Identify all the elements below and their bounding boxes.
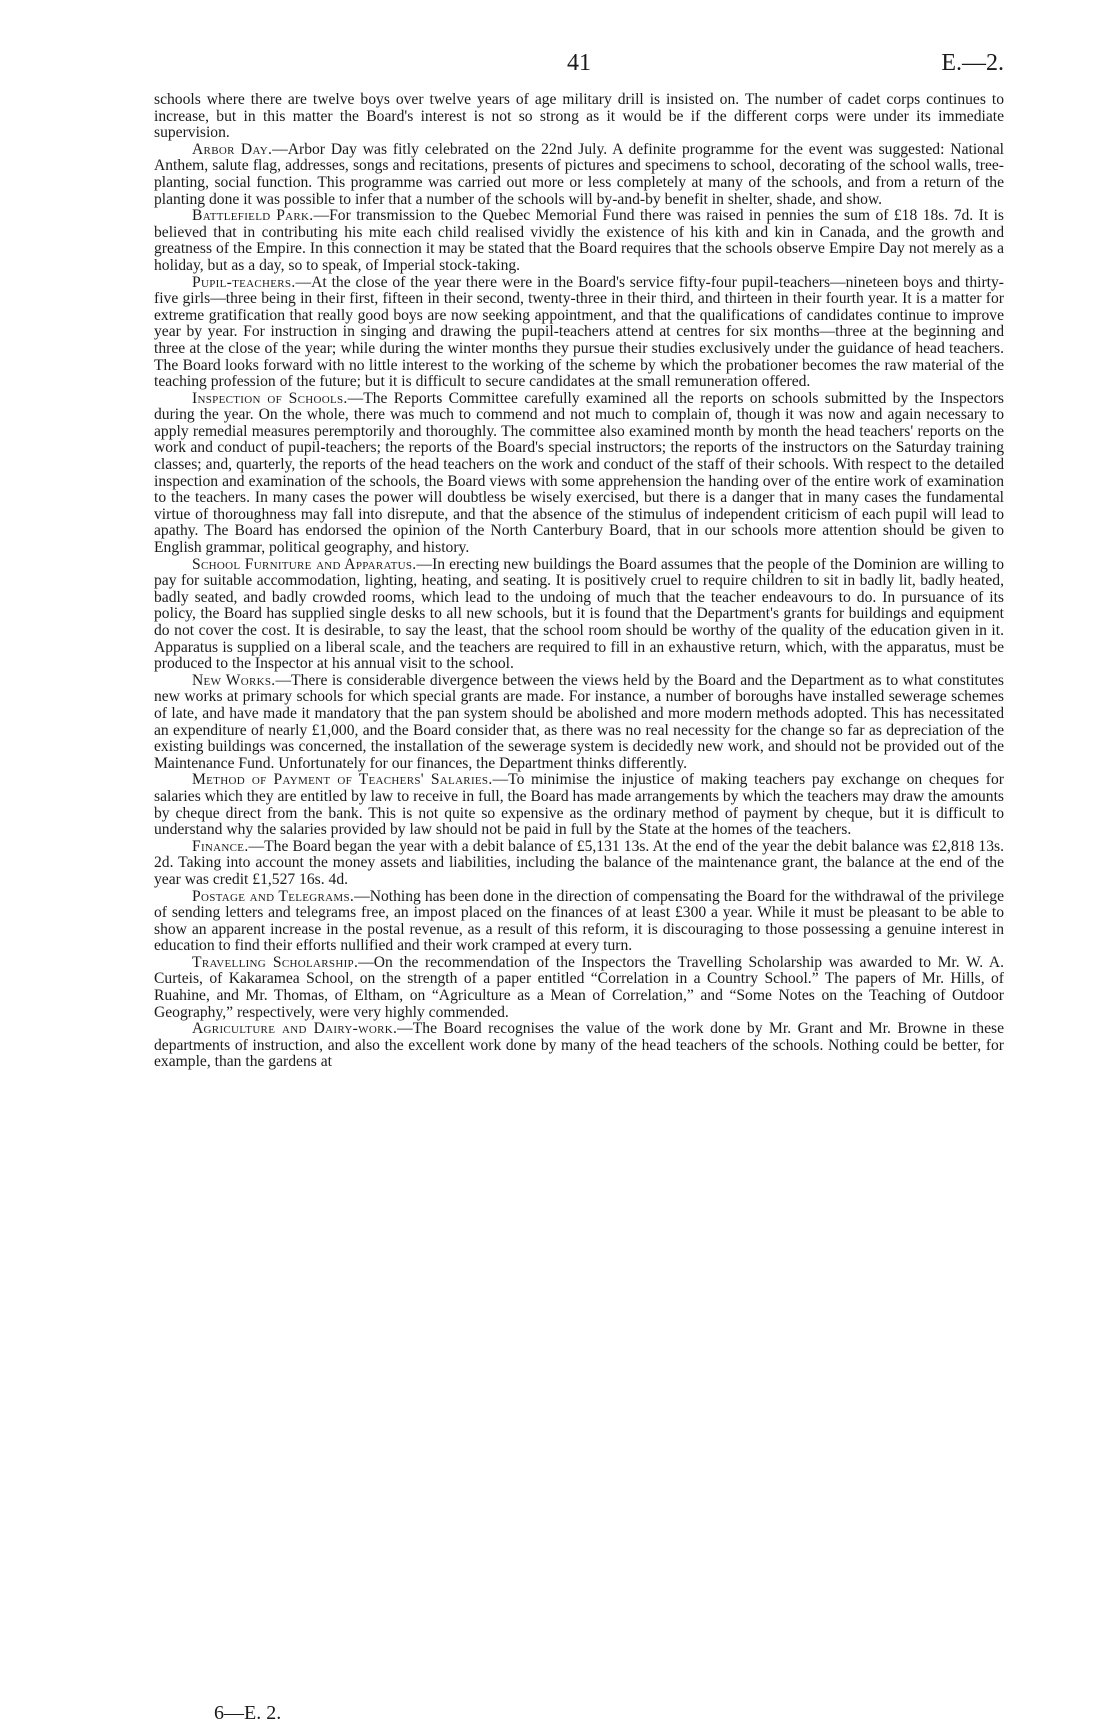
section-new-works (154, 673, 1004, 773)
section-agriculture-dairy (154, 1021, 1004, 1071)
section-heading: Travelling Scholarship. (192, 953, 359, 971)
section-text: —At the close of the year there were in the Board's service fifty-four pupil-teachers—nineteen boys and thirty-five girls—three being in their first, fifteen in their second, twenty-three in their third, and thirteen in their fourth year. It is a matter for extreme gratification that really good boys are now seeking appointment, and that the qualifications of candidates continue to improve year by year. For instruction in singing and drawing the pupil-teachers attend at centres for six months—three at the beginning and three at the close of the year; while during the winter months they pursue their studies exclusively under the guidance of head teachers. The Board looks forward with no little interest to the working of the scheme by which the probationer becomes the raw material of the teaching profession of the future; but it is difficult to secure candidates at the small remuneration offered. (154, 273, 1004, 391)
document-page (154, 40, 1004, 1071)
section-payment-of-salaries (154, 772, 1004, 838)
section-text: —On the recommendation of the Inspectors the Travelling Scholarship was awarded to Mr. W. A. Curteis, of Kakaramea School, on the strength of a paper entitled “Correlation in a Country School.” The papers of Mr. Hills, of Ruahine, and Mr. Thomas, of Eltham, on “Agriculture as a Mean of Correlation,” and “Some Notes on the Teaching of Outdoor Geography,” respectively, were very highly commended. (154, 953, 1005, 1021)
section-heading: New Works. (192, 671, 276, 689)
section-heading: Method of Payment of Teachers' Salaries. (192, 771, 493, 789)
page-header (154, 40, 1004, 84)
signature-mark: 6—E. 2. (214, 1702, 282, 1724)
opening-paragraph: schools where there are twelve boys over twelve years of age military drill is insisted on. The number of cadet corps continues to increase, but in this matter the Board's interest is not so strong as it would be if the different corps were under its immediate supervision. (154, 91, 1004, 142)
section-heading: Inspection of Schools. (192, 389, 348, 407)
section-heading: School Furniture and Apparatus. (192, 555, 417, 573)
section-heading: Battlefield Park. (192, 207, 314, 225)
section-text: —Arbor Day was fitly celebrated on the 22nd July. A definite programme for the event was suggested: National Anthem, salute flag, addresses, songs and recitations, presents of pictures and specimens to school, decorating of the school walls, tree-planting, social function. This programme was carried out more or less completely at many of the schools, and from a return of the planting done it was possible to infer that a number of the schools will by-and-by benefit in shelter, shade, and show. (154, 140, 1005, 208)
section-heading: Agriculture and Dairy-work. (192, 1020, 398, 1038)
section-text: —Nothing has been done in the direction of compensating the Board for the withdrawal of the privilege of sending letters and telegrams free, an impost placed on the finances of at least £300 a year. While it must be pleasant to be able to show an apparent increase in the postal revenue, as a result of this reform, it is discouraging to those possessing a genuine interest in education to find their efforts nullified and their work cramped at every turn. (154, 887, 1004, 955)
section-text: —There is considerable divergence between the views held by the Board and the Department as to what constitutes new works at primary schools for which special grants are made. For instance, a number of boroughs have installed sewerage schemes of late, and have made it mandatory that the pan system should be abolished and more modern methods adopted. This has necessitated an expenditure of nearly £1,000, and the Board consider that, as there was no real necessity for the change so far as depreciation of the existing buildings was concerned, the installation of the sewerage system is decidedly new work, and should not be provided out of the Maintenance Fund. Unfortunately for our finances, the Department thinks differently. (154, 671, 1004, 772)
section-heading: Arbor Day. (192, 140, 273, 158)
section-inspection-of-schools (154, 391, 1004, 557)
section-text: —In erecting new buildings the Board assumes that the people of the Dominion are willing to pay for suitable accommodation, lighting, heating, and seating. It is positively cruel to require children to sit in badly lit, badly heated, badly seated, and badly crowded rooms, which lead to the undoing of much that the teacher endeavours to do. In pursuance of its policy, the Board has supplied single desks to all new schools, but it is found that the Department's grants for buildings and equipment do not cover the cost. It is desirable, to say the least, that the school room should be worthy of the quality of the education given in it. Apparatus is supplied on a liberal scale, and the teachers are required to fill in an exhaustive return, which, with the apparatus, must be produced to the Inspector at his annual visit to the school. (154, 555, 1004, 673)
section-text: —The Reports Committee carefully examined all the reports on schools submitted by the Inspectors during the year. On the whole, there was much to commend and not much to complain of, though it was now and again necessary to apply remedial measures peremptorily and thoroughly. The committee also examined month by month the head teachers' reports on the work and conduct of pupil-teachers; the reports of the Board's special instructors; the reports of the instructors on the Saturday training classes; and, quarterly, the reports of the head teachers on the work and conduct of the staff of their schools. With respect to the detailed inspection and examination of the schools, the Board views with some apprehension the handing over of the entire work of examination to the teachers. In many cases the power will doubtless be wisely exercised, but there is a danger that in many cases the fundamental virtue of thoroughness may fall into disrepute, and that the absence of the stimulus of independent criticism of each pupil will lead to apathy. The Board has endorsed the opinion of the North Canterbury Board, that in our schools more attention should be given to English grammar, political geography, and history. (154, 389, 1005, 557)
section-text: —For transmission to the Quebec Memorial Fund there was raised in pennies the sum of £18 18s. 7d. It is believed that in contributing his mite each child realised vividly the existence of his kith and kin in Canada, and the growth and greatness of the Empire. In this connection it may be stated that the Board requires that the schools observe Empire Day not merely as a holiday, but as a day, so to speak, of Imperial stock-taking. (154, 207, 1004, 274)
document-reference: E.—2. (941, 50, 1004, 76)
section-heading: Finance. (192, 837, 249, 855)
section-travelling-scholarship (154, 955, 1004, 1021)
section-text: —The Board began the year with a debit balance of £5,131 13s. At the end of the year the debit balance was £2,818 13s. 2d. Taking into account the money assets and liabilities, including the balance of the maintenance grant, the balance at the end of the year was credit £1,527 16s. 4d. (154, 837, 1004, 888)
section-arbor-day (154, 142, 1004, 208)
section-finance (154, 839, 1004, 889)
section-postage-telegrams (154, 889, 1004, 955)
section-heading: Pupil-teachers. (192, 273, 296, 291)
section-heading: Postage and Telegrams. (192, 887, 355, 905)
section-battlefield-park (154, 208, 1004, 274)
section-pupil-teachers (154, 275, 1004, 391)
section-text: —The Board recognises the value of the work done by Mr. Grant and Mr. Browne in these departments of instruction, and also the excellent work done by many of the head teachers of the schools. Nothing could be better, for example, than the gardens at (154, 1020, 1004, 1071)
body-text (154, 92, 1004, 1071)
section-text: —To minimise the injustice of making teachers pay exchange on cheques for salaries which they are entitled by law to receive in full, the Board has made arrangements by which the teachers may draw the amounts by cheque direct from the bank. This is not quite so expensive as the ordinary method of payment by cheque, but it is difficult to understand why the salaries provided by law should not be paid in full by the State at the homes of the teachers. (154, 771, 1004, 839)
page-number: 41 (567, 50, 591, 76)
section-school-furniture (154, 557, 1004, 673)
